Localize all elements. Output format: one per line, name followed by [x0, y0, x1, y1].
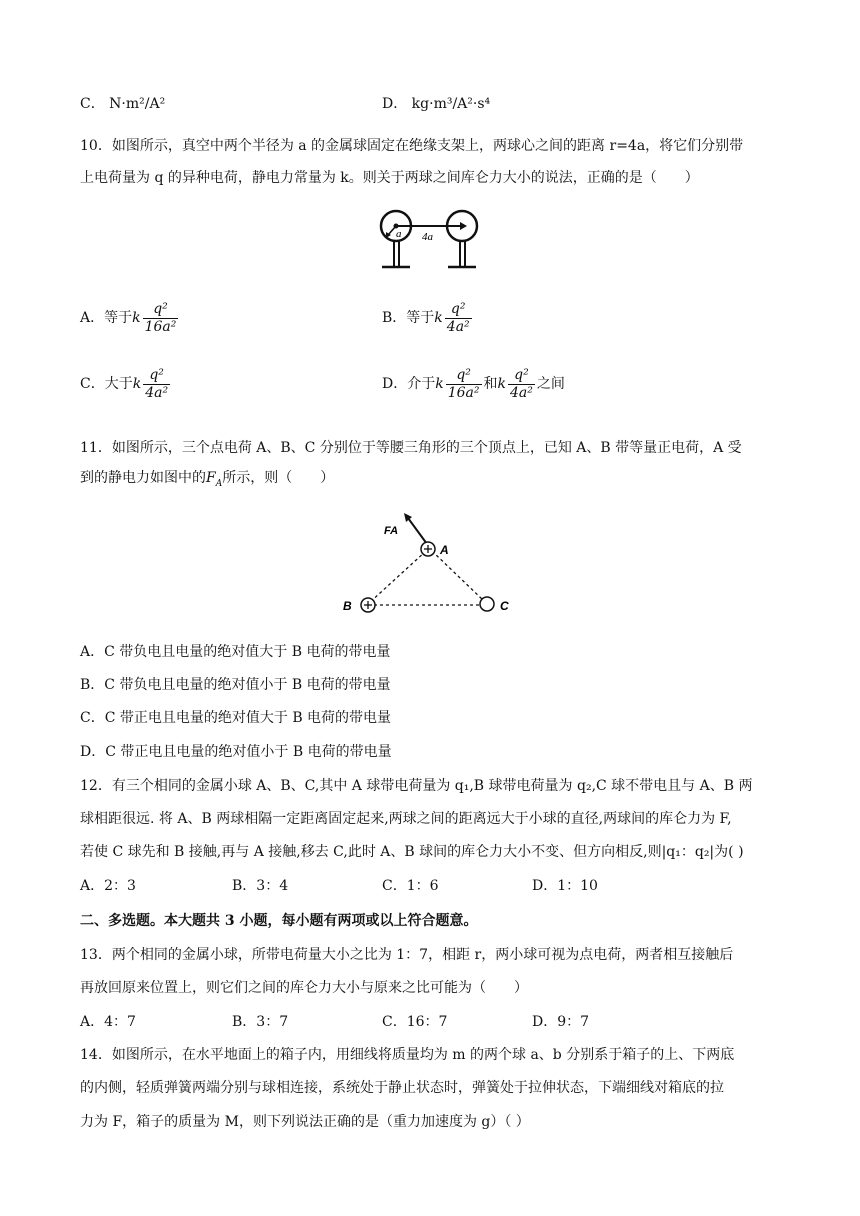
q12-stem-line1: 12．有三个相同的金属小球 A、B、C,其中 A 球带电荷量为 q₁,B 球带电荷量为 q₂,C 球不带电且与 A、B 两	[80, 778, 753, 794]
q11-fig-label-c: C	[500, 599, 509, 613]
q10-option-c: C．大于k $\frac{\text{q²}}{\text{4a²}}$	[80, 366, 169, 401]
q13-option-a: A．4：7	[80, 1014, 136, 1030]
q10-option-a: A．等于k $\frac{\text{q²}}{\text{16a²}}$	[80, 300, 177, 335]
q11-option-d: D．C 带正电且电量的绝对值小于 B 电荷的带电量	[80, 744, 392, 760]
q12-stem-line3: 若使 C 球先和 B 接触,再与 A 接触,移去 C,此时 A、B 球间的库仑力大小不变、但方向相反,则|q₁：q₂|为( )	[80, 844, 744, 860]
q11-fig-label-b: B	[343, 599, 352, 613]
q11-stem-line2: 到的静电力如图中的$F_A$所示，则（ ）	[80, 470, 335, 489]
q12-stem-line2: 球相距很远. 将 A、B 两球相隔一定距离固定起来,两球之间的距离远大于小球的直径,两球间的库仑力为 F,	[80, 811, 732, 827]
q10-fig-label-4a: 4a	[422, 231, 433, 243]
q13-stem-line2: 再放回原来位置上，则它们之间的库仑力大小与原来之比可能为（ ）	[80, 980, 528, 996]
q14-stem-line2: 的内侧，轻质弹簧两端分别与球相连接，系统处于静止状态时，弹簧处于拉伸状态，下端细线对箱底的拉	[80, 1080, 724, 1096]
q10-stem-line1: 10．如图所示，真空中两个半径为 a 的金属球固定在绝缘支架上，两球心之间的距离 r=4a，将它们分别带	[80, 138, 744, 154]
q10-fig-label-a: a	[396, 228, 402, 240]
q12-option-b: B．3：4	[232, 878, 289, 894]
q14-stem-line1: 14．如图所示，在水平地面上的箱子内，用细线将质量均为 m 的两个球 a、b 分别系于箱子的上、下两底	[80, 1047, 735, 1063]
q12-option-a: A．2：3	[80, 878, 136, 894]
q9-option-c: C． N·m²/A²	[80, 96, 166, 112]
q11-option-c: C．C 带正电且电量的绝对值大于 B 电荷的带电量	[80, 710, 392, 726]
q11-fig-label-fa: FA	[384, 525, 399, 537]
q11-stem-line1: 11．如图所示，三个点电荷 A、B、C 分别位于等腰三角形的三个顶点上，已知 A、B 带等量正电荷，A 受	[80, 440, 742, 456]
q12-option-c: C．1：6	[382, 878, 439, 894]
section-multiple-choice-title: 二、多选题。本大题共 3 小题，每小题有两项或以上符合题意。	[80, 913, 478, 929]
q9-option-d: D． kg·m³/A²·s⁴	[382, 96, 491, 112]
q13-option-c: C．16：7	[382, 1014, 448, 1030]
q14-stem-line3: 力为 F，箱子的质量为 M，则下列说法正确的是（重力加速度为 g）（ ）	[80, 1114, 530, 1130]
q11-triangle-figure	[338, 508, 518, 620]
q13-stem-line1: 13．两个相同的金属小球，所带电荷量大小之比为 1：7，相距 r，两小球可视为点电荷，两者相互接触后	[80, 947, 734, 963]
q13-option-b: B．3：7	[232, 1014, 289, 1030]
q11-fig-label-a: A	[440, 543, 449, 557]
q10-spheres-figure	[374, 202, 484, 274]
q13-option-d: D．9：7	[532, 1014, 590, 1030]
q10-stem-line2: 上电荷量为 q 的异种电荷，静电力常量为 k。则关于两球之间库仑力大小的说法，正确的是（ ）	[80, 170, 699, 186]
q11-option-b: B．C 带负电且电量的绝对值小于 B 电荷的带电量	[80, 677, 391, 693]
q10-option-d: D．介于k $\frac{\text{q²}}{\text{16a²}}$ 和k $\frac{\text{q²}}{\text{4a²}}$ 之间	[382, 366, 565, 401]
q10-option-b: B．等于k $\frac{\text{q²}}{\text{4a²}}$	[382, 300, 470, 335]
q11-option-a: A．C 带负电且电量的绝对值大于 B 电荷的带电量	[80, 644, 391, 660]
q12-option-d: D．1：10	[532, 878, 598, 894]
